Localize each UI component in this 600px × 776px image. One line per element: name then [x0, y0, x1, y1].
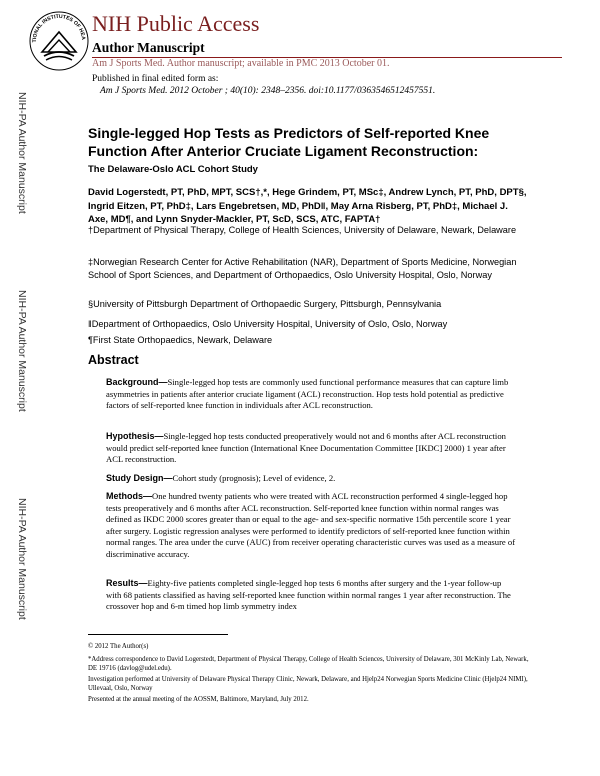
article-title: Single-legged Hop Tests as Predictors of Self-reported Knee Function After Anterior Cruciate Ligament Reconstruction: — [88, 125, 490, 159]
abstract-background — [106, 377, 518, 412]
abstract-hypothesis-label: Hypothesis— — [106, 431, 164, 441]
abstract-heading: Abstract — [88, 353, 139, 367]
affiliation-oslo-hospital: ‖Department of Orthopaedics, Oslo University Hospital, University of Oslo, Oslo, Norway — [88, 319, 448, 329]
abstract-study-design — [106, 473, 518, 485]
header-title: NIH Public Access — [92, 11, 260, 36]
abstract-study-design-label: Study Design— — [106, 473, 173, 483]
abstract-background-text: Single-legged hop tests are commonly used functional performance measures that can capture limb asymmetries in patients after anterior cruciate ligament (ACL) reconstruction. Hop tests hold potential as predictive factors of self-reported knee function in individuals after ACL reconstruction. — [106, 377, 509, 410]
abstract-results-text: Eighty-five patients completed single-legged hop tests 6 months after surgery and the 1-year follow-up with 68 patients classified as having self-reported knee function within normal ranges 1 year after reconstruction. The crossover hop and 6-m timed hop limb symmetry index — [106, 578, 511, 611]
abstract-study-design-text: Cohort study (prognosis); Level of evidence, 2. — [172, 473, 336, 483]
svg-text:NATIONAL INSTITUTES OF HEALTH — [28, 10, 86, 42]
abstract-hypothesis — [106, 431, 518, 466]
footnote-investigation: Investigation performed at University of Delaware Physical Therapy Clinic, Newark, Delaware, and Hjelp24 Norwegian Sports Medicine Clinic (Hjelp24 NIMI), Ullevaal, Oslo, Norway — [88, 676, 528, 692]
side-label-2: NIH-PA Author Manuscript — [16, 290, 28, 412]
nih-logo — [28, 10, 90, 72]
citation-text: Am J Sports Med. 2012 October ; 40(10): 2348–2356. doi:10.1177/0363546512457551. — [100, 86, 436, 96]
abstract-results-label: Results— — [106, 578, 148, 588]
article-subtitle: The Delaware-Oslo ACL Cohort Study — [88, 164, 258, 175]
footnote-presented: Presented at the annual meeting of the AOSSM, Baltimore, Maryland, July 2012. — [88, 696, 309, 703]
published-label: Published in final edited form as: — [92, 74, 219, 84]
abstract-results — [106, 578, 518, 613]
affiliation-first-state: ¶First State Orthopaedics, Newark, Delaware — [88, 335, 273, 345]
journal-line: Am J Sports Med. Author manuscript; available in PMC 2013 October 01. — [92, 58, 390, 69]
abstract-methods-text: One hundred twenty patients who were treated with ACL reconstruction performed 4 single-legged hop tests preoperatively and 6 months after ACL reconstruction. Self-reported knee function within normal ranges was defined as IKDC 2000 scores greater than or equal to the age- and sex-specific normative 15th percentile score 1 year after surgery. Logistic regression analyses were performed to identify predictors of self-reported knee function within normal ranges. The area under the curve (AUC) from receiver operating characteristic curves was used as a measure of discriminative accuracy. — [106, 491, 516, 559]
side-label-3: NIH-PA Author Manuscript — [16, 498, 28, 620]
abstract-methods — [106, 491, 518, 560]
footnote-copyright: © 2012 The Author(s) — [88, 643, 149, 650]
abstract-methods-label: Methods— — [106, 491, 152, 501]
affiliation-oslo-nar: ‡Norwegian Research Center for Active Rehabilitation (NAR), Department of Sports Medicine, Norwegian School of Sport Sciences, and Department of Orthopaedics, Oslo University Hospital, Oslo, Norway — [88, 257, 517, 280]
footnote-rule — [88, 634, 228, 635]
side-label-1: NIH-PA Author Manuscript — [16, 92, 28, 214]
abstract-hypothesis-text: Single-legged hop tests conducted preoperatively would not and 6 months after ACL reconstruction would predict self-reported knee function (International Knee Documentation Committee [IKDC] 2000) 1 year after ACL reconstruction. — [106, 431, 506, 464]
logo-text: TIONAL INSTITUTES OF HEA — [31, 13, 87, 43]
footnote-correspondence: *Address correspondence to David Logerstedt, Department of Physical Therapy, College of Health Sciences, University of Delaware, 301 McKinly Lab, Newark, DE 19716 (davlog@udel.edu). — [88, 656, 529, 672]
affiliation-pittsburgh: §University of Pittsburgh Department of Orthopaedic Surgery, Pittsburgh, Pennsylvania — [88, 299, 442, 309]
abstract-background-label: Background— — [106, 377, 168, 387]
citation — [100, 86, 435, 96]
author-list: David Logerstedt, PT, PhD, MPT, SCS†,*, Hege Grindem, PT, MSc‡, Andrew Lynch, PT, PhD, DPT§, Ingrid Eitzen, PT, PhD‡, Lars Engebretsen, MD, PhD‖, May Arna Risberg, PT, PhD‡, Michael J. Axe, MD¶, and Lynn Snyder-Mackler, PT, ScD, SCS, ATC, FAPTA† — [88, 187, 527, 225]
header-subtitle: Author Manuscript — [92, 40, 205, 55]
affiliation-delaware: †Department of Physical Therapy, College of Health Sciences, University of Delaware, Newark, Delaware — [88, 225, 517, 235]
